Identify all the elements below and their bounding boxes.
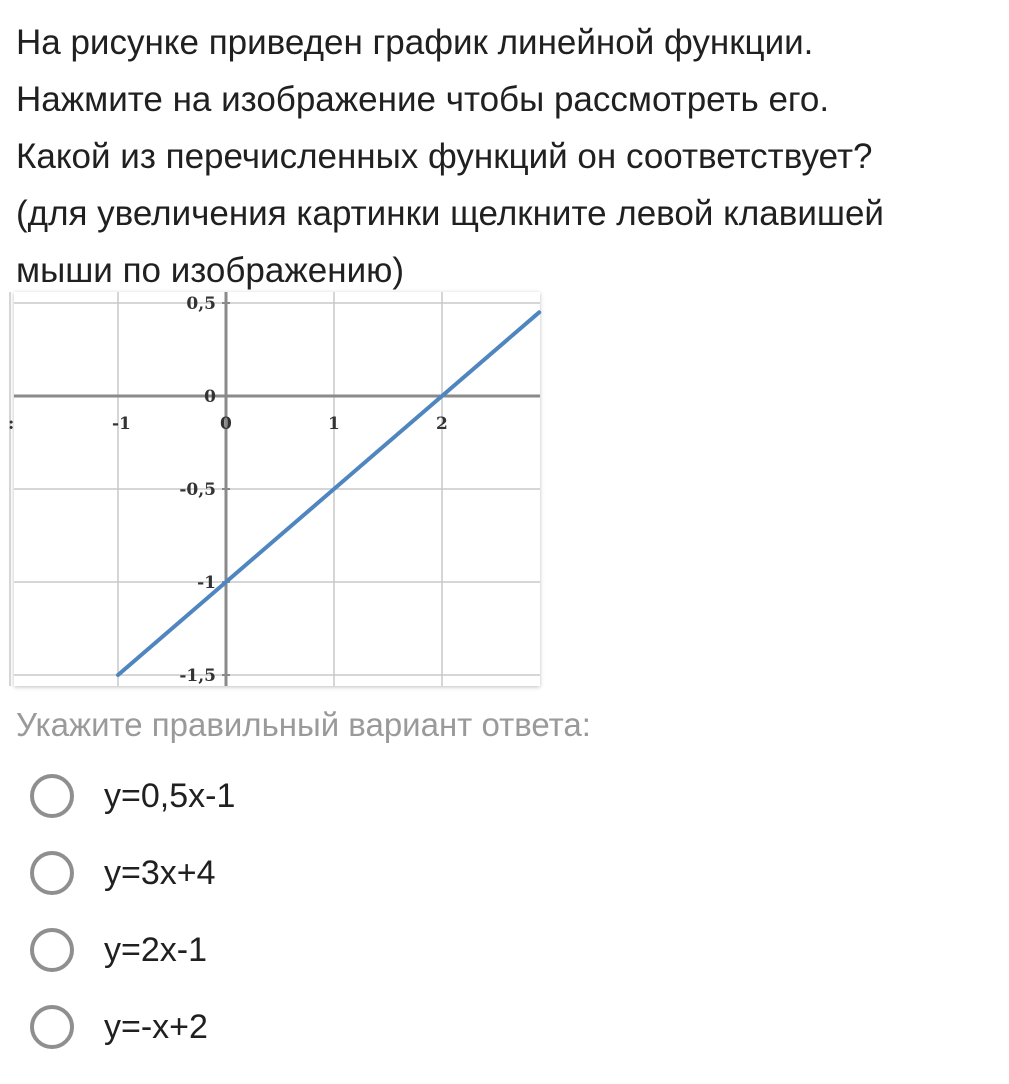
question-line: Нажмите на изображение чтобы рассмотреть его. [16, 80, 830, 119]
answer-option[interactable] [30, 1001, 235, 1053]
question-line: Какой из перечисленных функций он соответствует? [16, 137, 873, 176]
question-line: (для увеличения картинки щелкните левой клавишей [16, 194, 884, 233]
option-label: y=3x+4 [104, 853, 216, 892]
question-text [16, 14, 996, 299]
question-line: На рисунке приведен график линейной функции. [16, 23, 814, 62]
radio-button[interactable] [30, 928, 74, 972]
y-tick-label: 0 [204, 387, 216, 407]
x-tick-label-clipped: : [8, 414, 15, 434]
y-tick-label: -0,5 [179, 480, 216, 500]
option-label: y=2x-1 [104, 930, 207, 969]
answer-options [30, 770, 235, 1078]
x-tick-label: 0 [220, 414, 232, 434]
y-tick-label: -1 [197, 573, 216, 593]
y-tick-label: 0,5 [186, 294, 216, 314]
question-line: мыши по изображению) [16, 251, 405, 290]
x-tick-label: 2 [436, 414, 448, 434]
x-tick-label: 1 [328, 414, 340, 434]
graph-image[interactable] [8, 292, 540, 686]
option-label: y=0,5x-1 [104, 776, 236, 815]
line-chart [8, 292, 540, 686]
radio-button[interactable] [30, 774, 74, 818]
radio-button[interactable] [30, 1005, 74, 1049]
answer-option[interactable] [30, 924, 235, 976]
x-tick-label: -1 [112, 414, 131, 434]
answer-prompt: Укажите правильный вариант ответа: [16, 706, 591, 743]
radio-button[interactable] [30, 851, 74, 895]
option-label: y=-x+2 [104, 1007, 208, 1046]
answer-option[interactable] [30, 770, 235, 822]
answer-option[interactable] [30, 847, 235, 899]
y-tick-label: -1,5 [179, 666, 216, 686]
